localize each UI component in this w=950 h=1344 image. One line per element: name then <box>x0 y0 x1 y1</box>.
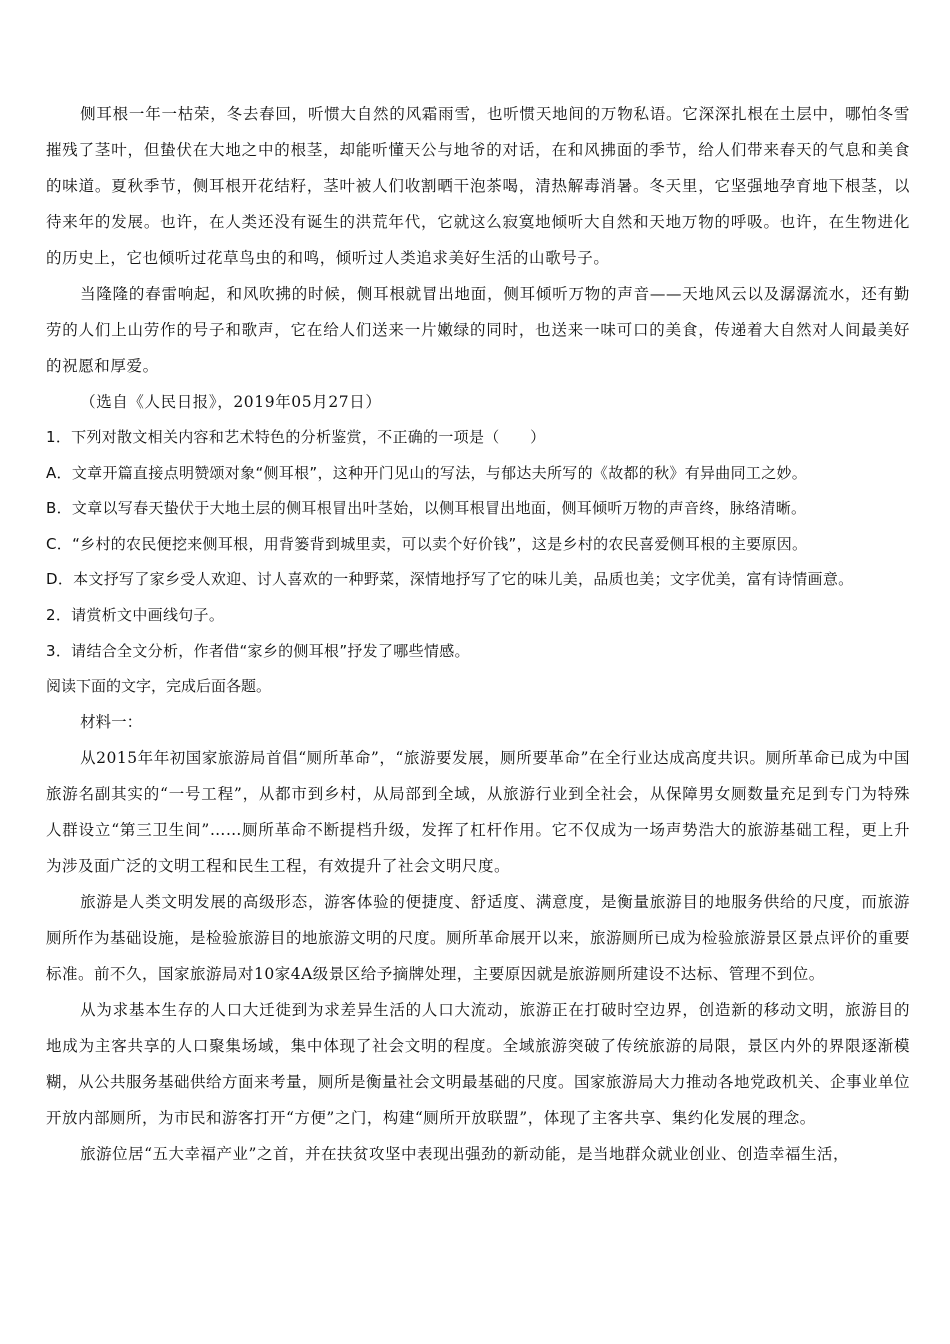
question-1-option-c: C．“乡村的农民便挖来侧耳根，用背篓背到城里卖，可以卖个好价钱”，这是乡村的农民喜爱侧耳根的主要原因。 <box>46 534 808 553</box>
material-paragraph-3: 从为求基本生存的人口大迁徙到为求差异生活的人口大流动，旅游正在打破时空边界，创造新的移动文明，旅游目的地成为主客共享的人口聚集场域，集中体现了社会文明的程度。全域旅游突破了传统旅游的局限，景区内外的界限逐渐模糊，从公共服务基础供给方面来考量，厕所是衡量社会文明最基础的尺度。国家旅游局大力推动各地党政机关、企事业单位开放内部厕所，为市民和游客打开“方便”之门，构建“厕所开放联盟”，体现了主客共享、集约化发展的理念。 <box>46 1000 911 1127</box>
question-1-option-d: D．本文抒写了家乡受人欢迎、讨人喜欢的一种野菜，深情地抒写了它的味儿美，品质也美；文字优美，富有诗情画意。 <box>46 570 854 589</box>
essay-paragraph-1: 侧耳根一年一枯荣，冬去春回，听惯大自然的风霜雨雪，也听惯天地间的万物私语。它深深扎根在土层中，哪怕冬雪摧残了茎叶，但蛰伏在大地之中的根茎，却能听懂天公与地爷的对话，在和风拂面的季节，给人们带来春天的气息和美食的味道。夏秋季节，侧耳根开花结籽，茎叶被人们收割晒干泡茶喝，清热解毒消暑。冬天里，它坚强地孕育地下根茎，以待来年的发展。也许，在人类还没有诞生的洪荒年代，它就这么寂寞地倾听大自然和天地万物的呼吸。也许，在生物进化的历史上，它也倾听过花草鸟虫的和鸣，倾听过人类追求美好生活的山歌号子。 <box>46 105 910 267</box>
essay-source: （选自《人民日报》，2019年05月27日） <box>80 393 382 411</box>
material-label: 材料一： <box>80 712 143 731</box>
reading-lead: 阅读下面的文字，完成后面各题。 <box>46 677 272 696</box>
question-1-option-a: A．文章开篇直接点明赞颂对象“侧耳根”，这种开门见山的写法，与郁达夫所写的《故都的秋》有异曲同工之妙。 <box>46 463 808 482</box>
question-2: 2．请赏析文中画线句子。 <box>46 605 225 624</box>
question-3: 3．请结合全文分析，作者借“家乡的侧耳根”抒发了哪些情感。 <box>46 641 470 660</box>
material-paragraph-4: 旅游位居“五大幸福产业”之首，并在扶贫攻坚中表现出强劲的新动能，是当地群众就业创业、创造幸福生活， <box>80 1144 849 1163</box>
question-1-option-b: B．文章以写春天蛰伏于大地土层的侧耳根冒出叶茎始，以侧耳根冒出地面，侧耳倾听万物的声音终，脉络清晰。 <box>46 499 807 518</box>
material-paragraph-1: 从2015年年初国家旅游局首倡“厕所革命”，“旅游要发展，厕所要革命”在全行业达成高度共识。厕所革命已成为中国旅游名副其实的“一号工程”，从都市到乡村，从局部到全域，从旅游行业到全社会，从保障男女厕数量充足到专门为特殊人群设立“第三卫生间”……厕所革命不断提档升级，发挥了杠杆作用。它不仅成为一场声势浩大的旅游基础工程，更上升为涉及面广泛的文明工程和民生工程，有效提升了社会文明尺度。 <box>46 748 910 875</box>
essay-paragraph-2: 当隆隆的春雷响起，和风吹拂的时候，侧耳根就冒出地面，侧耳倾听万物的声音——天地风云以及潺潺流水，还有勤劳的人们上山劳作的号子和歌声，它在给人们送来一片嫩绿的同时，也送来一味可口的美食，传递着大自然对人间最美好的祝愿和厚爱。 <box>46 285 910 375</box>
material-paragraph-2: 旅游是人类文明发展的高级形态，游客体验的便捷度、舒适度、满意度，是衡量旅游目的地服务供给的尺度，而旅游厕所作为基础设施，是检验旅游目的地旅游文明的尺度。厕所革命展开以来，旅游厕所已成为检验旅游景区景点评价的重要标准。前不久，国家旅游局对10家4A级景区给予摘牌处理，主要原因就是旅游厕所建设不达标、管理不到位。 <box>46 892 911 983</box>
question-1-stem: 1．下列对散文相关内容和艺术特色的分析鉴赏，不正确的一项是（ ） <box>46 428 546 446</box>
